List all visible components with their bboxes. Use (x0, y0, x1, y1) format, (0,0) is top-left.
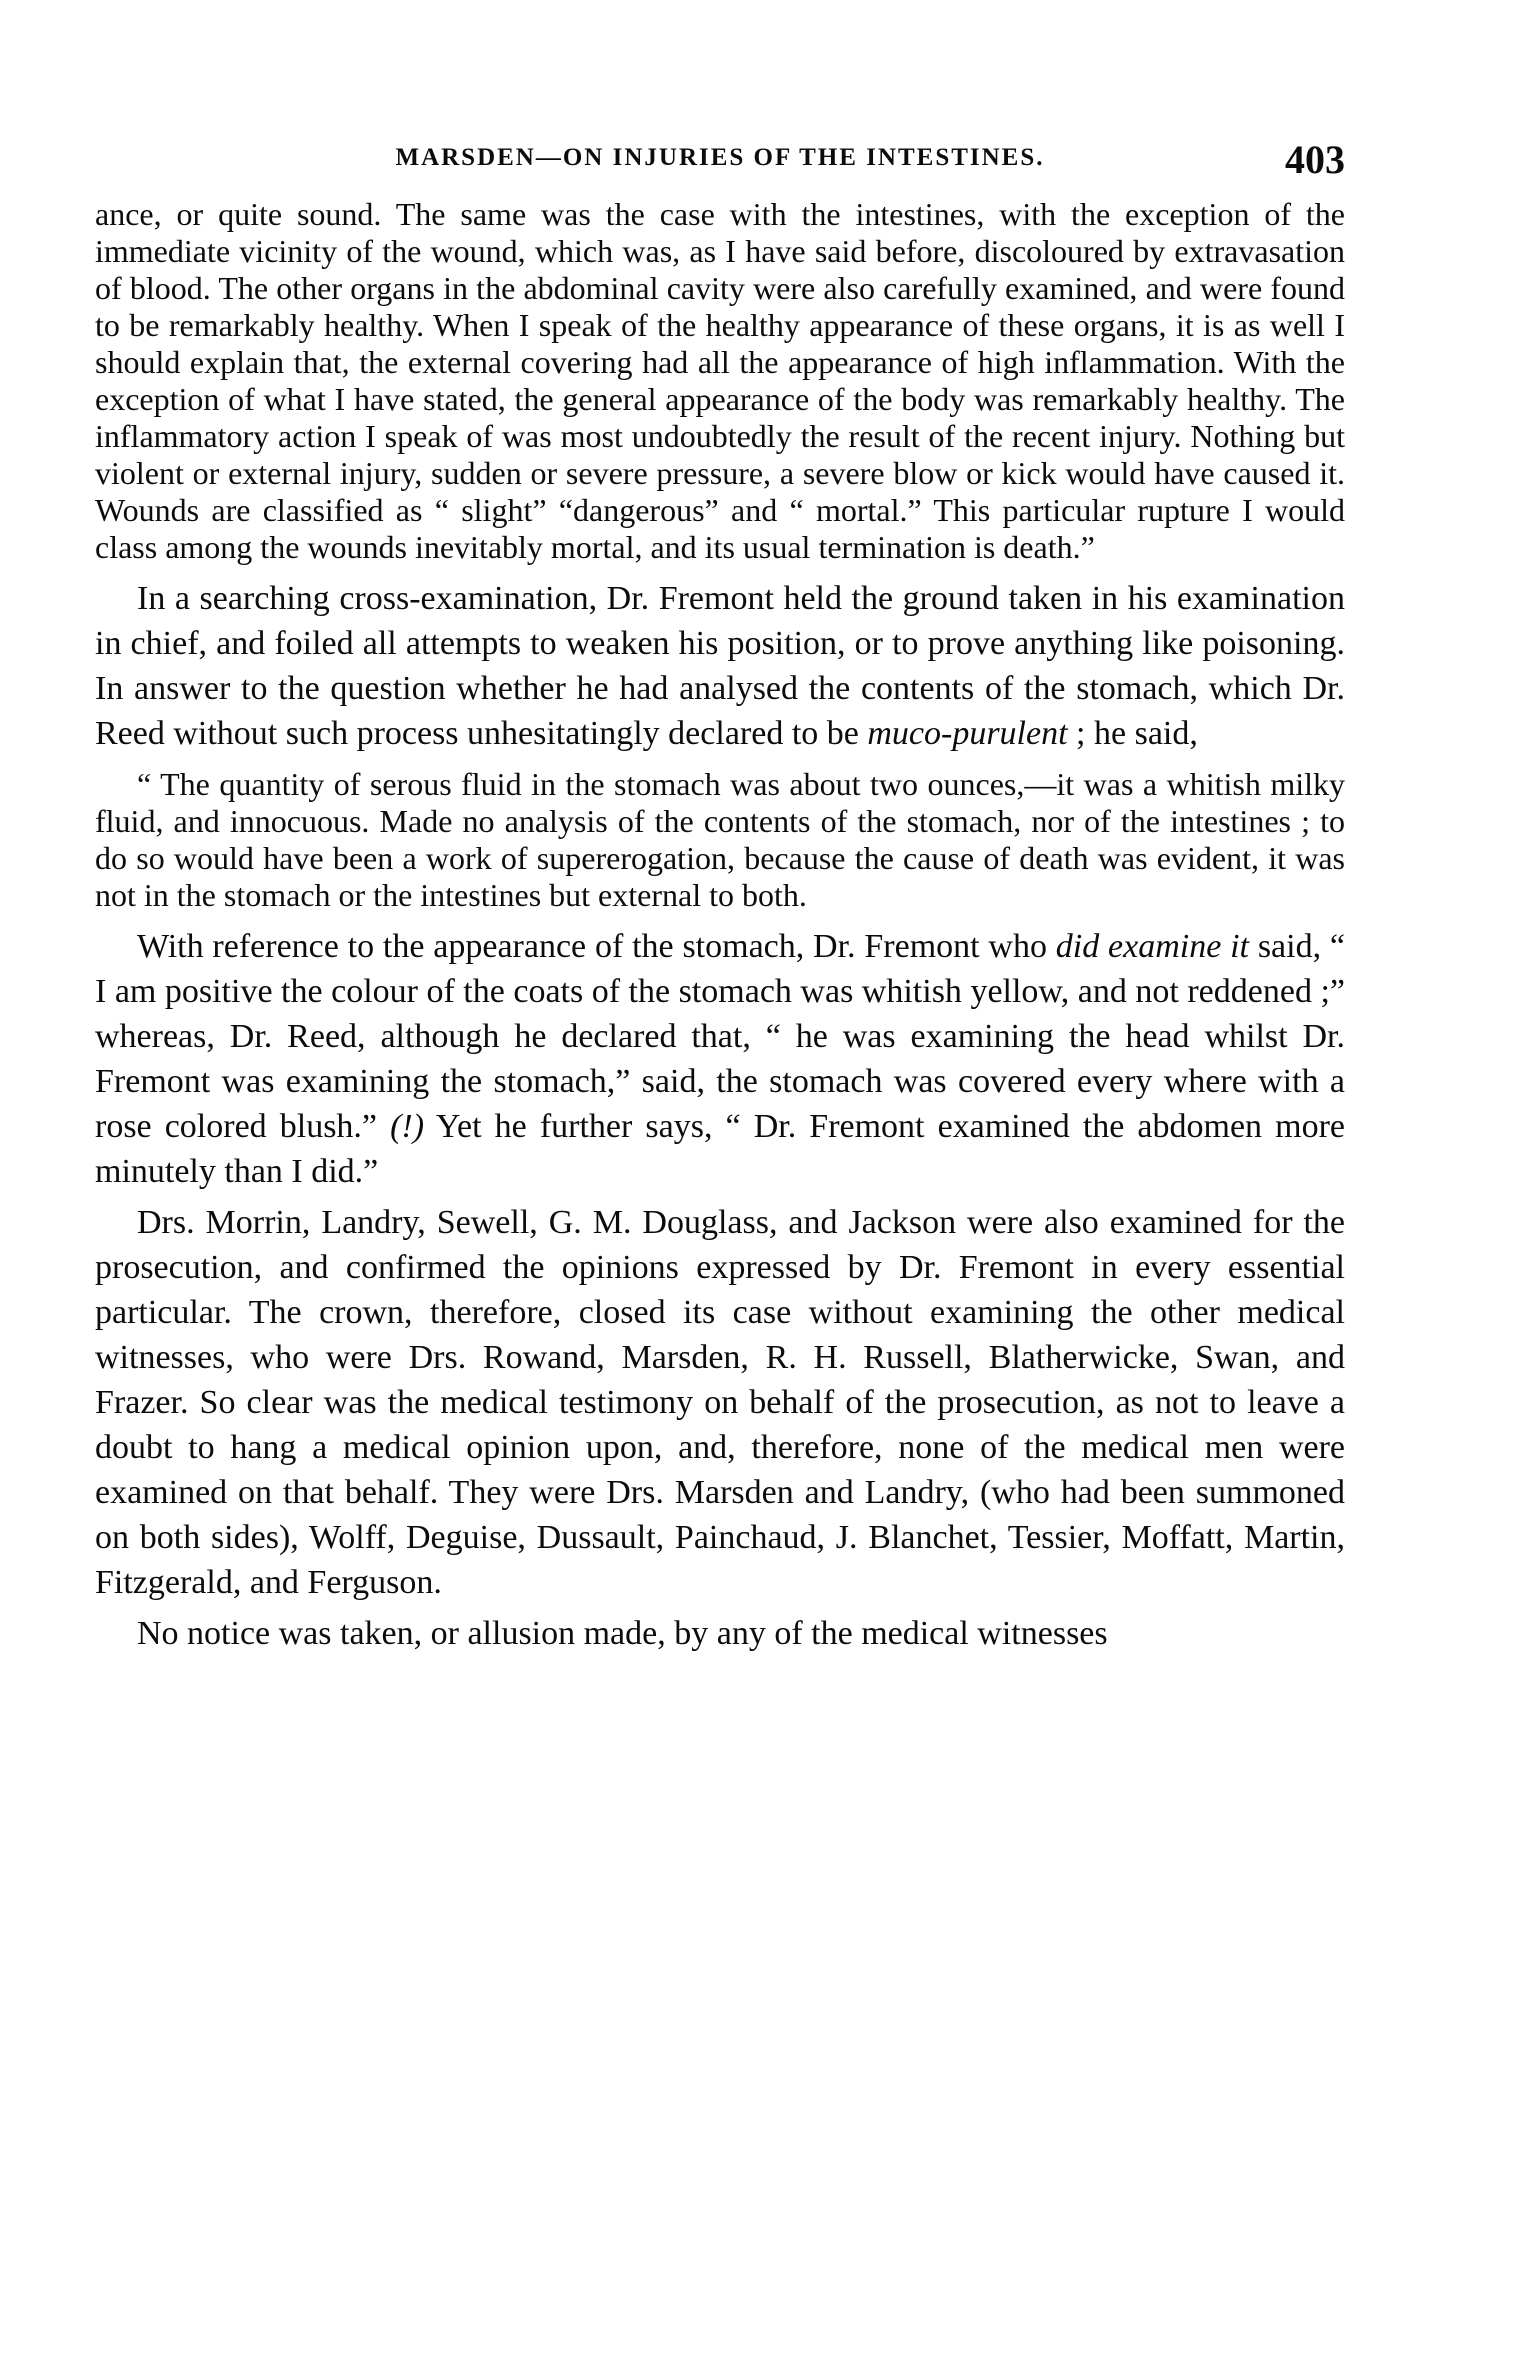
text-run: Yet he further says, “ Dr. Fremont examined the abdomen more minutely than I did.” (95, 1108, 1345, 1190)
text-run: ; he said, (1067, 715, 1198, 752)
text-run: In a searching cross-examination, Dr. Fremont held the ground taken in his examination in chief, and foiled all attempts to weaken his position, or to prove anything like poisoning. In answer to the question whether he had analysed the contents of the stomach, which Dr. Reed without such process unhesitatingly declared to be (95, 580, 1345, 752)
italic-exclamation: (!) (390, 1108, 425, 1145)
witnesses-paragraph: Drs. Morrin, Landry, Sewell, G. M. Douglass, and Jackson were also examined for the prosecution, and confirmed the opinions expressed by Dr. Fremont in every essential particular. The crown, therefore, closed its case without examining the other medical witnesses, who were Drs. Rowand, Marsden, R. H. Russell, Blatherwicke, Swan, and Frazer. So clear was the medical testimony on behalf of the prosecution, as not to leave a doubt to hang a medical opinion upon, and, therefore, none of the medical men were examined on that behalf. They were Drs. Marsden and Landry, (who had been summoned on both sides), Wolff, Deguise, Dussault, Painchaud, J. Blanchet, Tessier, Moffatt, Martin, Fitzgerald, and Ferguson. (95, 1204, 1345, 1601)
quoted-testimony: “ The quantity of serous fluid in the stomach was about two ounces,—it was a whitish milky fluid, and innocuous. Made no analysis of the contents of the stomach, nor of the intestines ; to do so would have been a work of supererogation, because the cause of death was evident, it was not in the stomach or the intestines but external to both. (95, 766, 1345, 913)
stomach-appearance-paragraph (95, 924, 1345, 1194)
page-number: 403 (1285, 137, 1345, 182)
italic-phrase: did examine it (1055, 928, 1250, 965)
quoted-testimony-continued: ance, or quite sound. The same was the case with the intestines, with the exception of the immediate vicinity of the wound, which was, as I have said before, discoloured by extravasation of blood. The other organs in the abdominal cavity were also carefully examined, and were found to be remarkably healthy. When I speak of the healthy appearance of these organs, it is as well I should explain that, the external covering had all the appearance of high inflammation. With the exception of what I have stated, the general appearance of the body was remarkably healthy. The inflammatory action I speak of was most undoubtedly the result of the recent injury. Nothing but violent or external injury, sudden or severe pressure, a severe blow or kick would have caused it. Wounds are classified as “ slight” “dangerous” and “ mortal.” This particular rupture I would class among the wounds inevitably mortal, and its usual termination is death.” (95, 196, 1345, 565)
document-page (95, 136, 1345, 1656)
running-title: MARSDEN—ON INJURIES OF THE INTESTINES. (395, 144, 1045, 171)
running-header (95, 136, 1345, 196)
text-run: said, “ I am positive the colour of the coats of the stomach was whitish yellow, and not reddened ;” whereas, Dr. Reed, although he declared that, “ he was examining the head whilst Dr. Fremont was examining the stomach,” said, the stomach was covered every where with a rose colored blush.” (95, 928, 1345, 1145)
closing-paragraph: No notice was taken, or allusion made, by any of the medical witnesses (137, 1615, 1108, 1652)
cross-examination-paragraph (95, 576, 1345, 756)
italic-term: muco-purulent (867, 715, 1068, 752)
text-run: With reference to the appearance of the stomach, Dr. Fremont who (137, 928, 1056, 965)
